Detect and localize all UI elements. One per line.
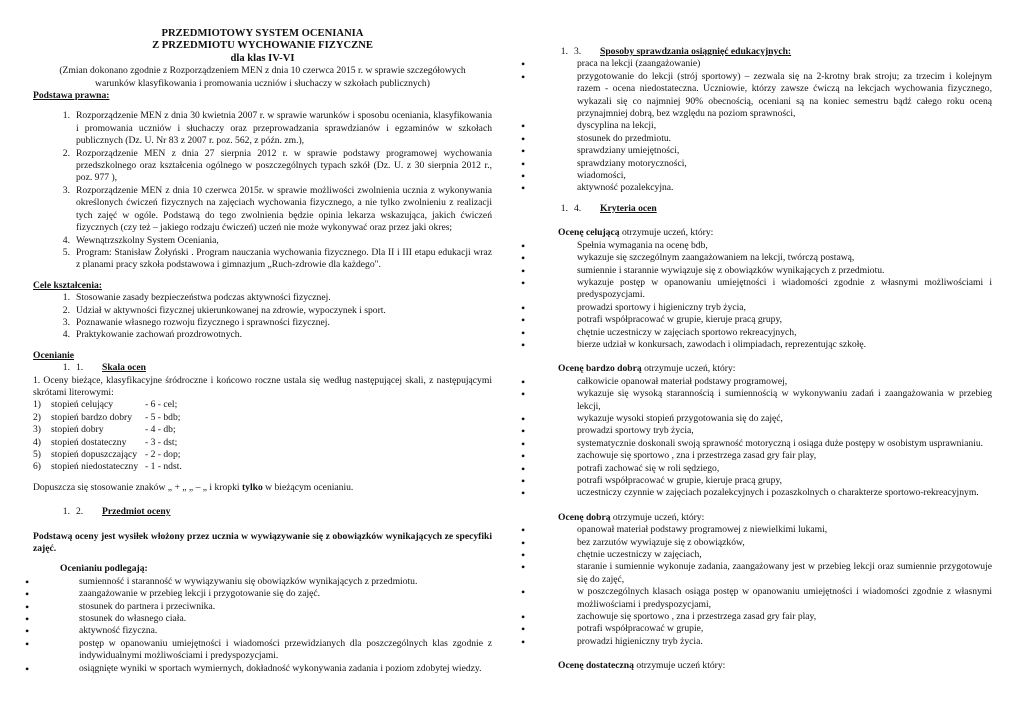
criteria-item: • potrafi współpracować w grupie, kieruje pracą grupy, bbox=[531, 475, 992, 487]
legal-basis-item bbox=[33, 247, 492, 272]
criteria-item: • prowadzi sportowy i higieniczny tryb życia, bbox=[531, 302, 992, 314]
legal-basis-heading: Podstawa prawna: bbox=[33, 90, 110, 102]
subject-heading: 1. 2. Przedmiot oceny bbox=[62, 506, 171, 518]
grade-label: Ocenę celującą bbox=[558, 227, 620, 239]
left-column bbox=[33, 28, 492, 675]
criteria-item: • potrafi współpracować w grupie, kieruje pracą grupy, bbox=[531, 314, 992, 326]
subject-item: • postęp w opanowaniu umiejętności i wiadomości przewidzianych dla poszczególnych klas zgodnie z indywidualnymi możliwościami i predyspozycjami. bbox=[33, 638, 492, 663]
grade-number: 2) bbox=[33, 411, 41, 423]
criteria-item: • chętnie uczestniczy w zajęciach sportowo rekreacyjnych, bbox=[531, 327, 992, 339]
group-spacer bbox=[531, 351, 992, 363]
item-number: 1. bbox=[62, 292, 70, 304]
item-text: Program: Stanisław Żołyński . Program nauczania wychowania fizycznego. Dla II i III etapu edukacji wraz z planami pracy szkoła podstawowa i gimnazjum „Ruch-zdrowie dla każdego". bbox=[76, 246, 492, 271]
scale-heading: 1. 1. Skala ocen bbox=[62, 362, 146, 374]
grade-intro: otrzymuje uczeń który: bbox=[633, 660, 726, 672]
grade-label: Ocenę bardzo dobrą bbox=[558, 363, 642, 375]
criteria-group-heading bbox=[531, 363, 992, 375]
grade-label: Ocenę dobrą bbox=[558, 511, 611, 523]
item-text: Rozporządzenie MEN z dnia 10 czerwca 2015r. w sprawie możliwości zwolnienia ucznia z wykonywania określonych ćwiczeń fizycznych na zajęciach wychowania fizycznego, a nie tylko zwolnieniu z realizacji tych zajęć w ogóle. Podstawą do tego zwolnienia będzie opinia lekarza wskazująca, jakich ćwiczeń fizycznych (czy też – jakiego rodzaju ćwiczeń) uczeń nie może wykonywać oraz przez jaki okres; bbox=[76, 184, 492, 234]
criteria-item: • w poszczególnych klasach osiąga postęp w opanowaniu umiejętności i wiadomości zgodnie z własnymi możliwościami i predyspozycjami, bbox=[531, 586, 992, 611]
grade-name: stopień niedostateczny bbox=[51, 461, 139, 473]
grade-row bbox=[33, 461, 492, 473]
item-text: Wewnątrzszkolny System Oceniania, bbox=[76, 234, 219, 246]
method-item: • dyscyplina na lekcji, bbox=[531, 120, 992, 132]
criteria-item: • Spełnia wymagania na ocenę bdb, bbox=[531, 240, 992, 252]
item-number: 2. bbox=[62, 147, 70, 159]
grade-row bbox=[33, 449, 492, 461]
methods-heading: 1. 3. Sposoby sprawdzania osiągnięć edukacyjnych: bbox=[560, 46, 792, 57]
grade-name: stopień dostateczny bbox=[51, 436, 127, 448]
subject-item: • stosunek do własnego ciała. bbox=[33, 613, 492, 625]
criteria-item: • wykazuje się wysoką starannością i sumiennością w wykonywaniu zadań i zaangażowania w przebieg lekcji, bbox=[531, 388, 992, 413]
method-item: • sprawdziany motoryczności, bbox=[531, 158, 992, 170]
method-item: • wiadomości, bbox=[531, 170, 992, 182]
grade-code: - 1 - ndst. bbox=[145, 461, 182, 473]
item-text: Stosowanie zasady bezpieczeństwa podczas aktywności fizycznej. bbox=[76, 292, 331, 304]
criteria-item: • bierze udział w konkursach, zawodach i olimpiadach, reprezentując szkołę. bbox=[531, 339, 992, 351]
grade-row bbox=[33, 424, 492, 436]
criteria-item: • sumiennie i starannie wywiązuje się z obowiązków wynikających z przedmiotu. bbox=[531, 265, 992, 277]
criteria-item: • systematycznie doskonali swoją sprawność motoryczną i osiąga duże postępy w osobistym usprawnianiu. bbox=[531, 438, 992, 450]
criteria-item: • wykazuje postęp w opanowaniu umiejętności i wiadomości zgodnie z własnymi możliwościami i predyspozycjami. bbox=[531, 277, 992, 302]
criteria-item: • wykazuje się szczególnym zaangażowaniem na lekcji, twórczą postawą, bbox=[531, 252, 992, 264]
method-item: • praca na lekcji (zaangażowanie) bbox=[531, 58, 992, 70]
grade-name: stopień celujący bbox=[51, 399, 114, 411]
criteria-item: • bez zarzutów wywiązuje się z obowiązków, bbox=[531, 537, 992, 549]
item-number: 1. bbox=[62, 110, 70, 122]
criteria-item: • staranie i sumiennie wykonuje zadania, zaangażowany jest w przebieg lekcji oraz sumiennie przygotowuje się do zajęć, bbox=[531, 561, 992, 586]
item-text: Rozporządzenie MEN z dnia 27 sierpnia 2012 r. w sprawie podstawy programowej wychowania przedszkolnego oraz kształcenia ogólnego w poszczególnych typach szkół (Dz. U. z 30 sierpnia 2012 r., poz. 977 ), bbox=[76, 147, 492, 184]
legal-basis-item bbox=[33, 110, 492, 147]
criteria-item: • opanował materiał podstawy programowej z niewielkimi lukami, bbox=[531, 524, 992, 536]
grade-name: stopień dobry bbox=[51, 424, 104, 436]
goals-list bbox=[33, 292, 492, 342]
grade-code: - 6 - cel; bbox=[145, 399, 178, 411]
criteria-item: • wykazuje wysoki stopień przygotowania się do zajęć, bbox=[531, 413, 992, 425]
subject-item: • stosunek do partnera i przeciwnika. bbox=[33, 601, 492, 613]
criteria-group-heading bbox=[531, 512, 992, 524]
doc-title-line3: dla klas IV-VI bbox=[230, 52, 295, 64]
item-text: Poznawanie własnego rozwoju fizycznego i sprawności fizycznej. bbox=[76, 316, 330, 328]
item-number: 2. bbox=[62, 304, 70, 316]
grade-intro: otrzymuje uczeń, który: bbox=[610, 511, 705, 523]
grade-scale-list bbox=[33, 399, 492, 473]
grade-code: - 3 - dst; bbox=[145, 436, 178, 448]
item-number: 3. bbox=[62, 184, 70, 196]
criteria-item: • uczestniczy czynnie w zajęciach pozalekcyjnych i pozaszkolnych o charakterze sportowo-rekreacyjnym. bbox=[531, 487, 992, 499]
criteria-group-heading bbox=[531, 660, 992, 672]
goal-item bbox=[33, 329, 492, 341]
criteria-item: • potrafi współpracować w grupie, bbox=[531, 623, 992, 635]
group-spacer bbox=[531, 215, 992, 227]
item-text: Udział w aktywności fizycznej ukierunkowanej na zdrowie, wypoczynek i sport. bbox=[76, 304, 386, 316]
grade-number: 6) bbox=[33, 461, 41, 473]
grade-name: stopień dopuszczający bbox=[51, 449, 138, 460]
legal-basis-list bbox=[33, 110, 492, 271]
method-item: • przygotowanie do lekcji (strój sportowy) – zezwala się na 2-krotny brak stroju; za trzecim i kolejnym razem - ocena niedostateczna. Uczniowie, którzy zawsze ćwiczą na lekcjach wychowania fizycznego, wykazali się co najmniej 90% obecnością, oceniani są na koniec semestru bądź całego roku oceną przynajmniej dobrą, bez względu na poziom sprawności, bbox=[531, 71, 992, 121]
grade-number: 1) bbox=[33, 399, 41, 411]
subject-item: • aktywność fizyczna. bbox=[33, 625, 492, 637]
criteria-item: • zachowuje się sportowo , zna i przestrzega zasad gry fair play, bbox=[531, 611, 992, 623]
item-text: Rozporządzenie MEN z dnia 30 kwietnia 2007 r. w sprawie warunków i sposobu oceniania, klasyfikowania i promowania uczniów i słuchaczy oraz przeprowadzania sprawdzianów i egzaminów w szkołach publicznych (Dz. U. Nr 83 z 2007 r. poz. 562, z późn. zm.), bbox=[76, 110, 492, 147]
method-item: • stosunek do przedmiotu. bbox=[531, 133, 992, 145]
subject-list bbox=[33, 576, 492, 675]
criteria-item: • chętnie uczestniczy w zajęciach, bbox=[531, 549, 992, 561]
grade-code: - 2 - dop; bbox=[145, 449, 181, 460]
grade-row bbox=[33, 399, 492, 411]
doc-title-line2: Z PRZEDMIOTU WYCHOWANIE FIZYCZNE bbox=[152, 40, 373, 52]
grade-intro: otrzymuje uczeń, który: bbox=[641, 363, 736, 375]
item-text: Praktykowanie zachowań prozdrowotnych. bbox=[76, 329, 242, 341]
grade-code: - 5 - bdb; bbox=[145, 411, 181, 423]
subject-item: • zaangażowanie w przebieg lekcji i przygotowanie się do zajęć. bbox=[33, 588, 492, 600]
doc-title-note: (Zmian dokonano zgodnie z Rozporządzeniem MEN z dnia 10 czerwca 2015 r. w sprawie szczegółowych warunków klasyfikowania i promowania uczniów i słuchaczy w szkołach publicznych) bbox=[59, 65, 466, 89]
criteria-item: • prowadzi sportowy tryb życia, bbox=[531, 425, 992, 437]
grade-code: - 4 - db; bbox=[145, 424, 176, 436]
grade-number: 3) bbox=[33, 424, 41, 436]
goal-item bbox=[33, 305, 492, 317]
group-spacer bbox=[531, 500, 992, 512]
criteria-heading: 1. 4. Kryteria ocen bbox=[560, 202, 657, 214]
subject-list-heading: Ocenianiu podlegają: bbox=[60, 563, 148, 575]
item-number: 3. bbox=[62, 316, 70, 328]
legal-basis-item bbox=[33, 235, 492, 247]
group-spacer bbox=[531, 648, 992, 660]
grade-name: stopień bardzo dobry bbox=[51, 411, 132, 423]
legal-basis-item bbox=[33, 185, 492, 235]
methods-list bbox=[531, 58, 992, 194]
subject-item: • sumienność i staranność w wywiązywaniu się obowiązków wynikających z przedmiotu. bbox=[33, 576, 492, 588]
subject-item: • osiągnięte wyniki w sportach wymiernych, dokładność wykonywania zadania i poziom zdobytej wiedzy. bbox=[33, 663, 492, 675]
goal-item bbox=[33, 317, 492, 329]
grade-number: 5) bbox=[33, 449, 41, 460]
item-number: 4. bbox=[62, 234, 70, 246]
criteria-groups bbox=[531, 215, 992, 672]
item-number: 4. bbox=[62, 329, 70, 341]
legal-basis-item bbox=[33, 148, 492, 185]
scale-intro: 1. Oceny bieżące, klasyfikacyjne śródroczne i końcowo roczne ustala się według następującej skali, z następującymi skrótami literowymi: bbox=[33, 374, 492, 398]
grade-row bbox=[33, 437, 492, 449]
grade-number: 4) bbox=[33, 436, 41, 448]
right-column bbox=[531, 46, 992, 673]
signs-note: Dopuszcza się stosowanie znaków „ + „ „ – „ i kropki tylko w bieżącym ocenianiu. bbox=[33, 481, 354, 493]
method-item: • sprawdziany umiejętności, bbox=[531, 145, 992, 157]
item-number: 5. bbox=[62, 246, 70, 258]
grading-basis: Podstawą oceny jest wysiłek włożony przez ucznia w wywiązywanie się z obowiązków wynikających ze specyfiki zajęć. bbox=[33, 530, 492, 555]
method-item: • aktywność pozalekcyjna. bbox=[531, 182, 992, 194]
criteria-item: • potrafi zachować się w roli sędziego, bbox=[531, 463, 992, 475]
goal-item bbox=[33, 292, 492, 304]
grade-row bbox=[33, 412, 492, 424]
goals-heading: Cele kształcenia: bbox=[33, 279, 103, 291]
grade-label: Ocenę dostateczną bbox=[558, 660, 634, 672]
doc-title-line1: PRZEDMIOTOWY SYSTEM OCENIANIA bbox=[161, 28, 364, 39]
criteria-item: • zachowuje się sportowo , zna i przestrzega zasad gry fair play, bbox=[531, 450, 992, 462]
criteria-item: • prowadzi higieniczny tryb życia. bbox=[531, 636, 992, 648]
criteria-group-heading bbox=[531, 227, 992, 239]
grade-intro: otrzymuje uczeń, który: bbox=[619, 227, 714, 239]
grading-heading: Ocenianie bbox=[33, 349, 75, 361]
criteria-item: • całkowicie opanował materiał podstawy programowej, bbox=[531, 376, 992, 388]
